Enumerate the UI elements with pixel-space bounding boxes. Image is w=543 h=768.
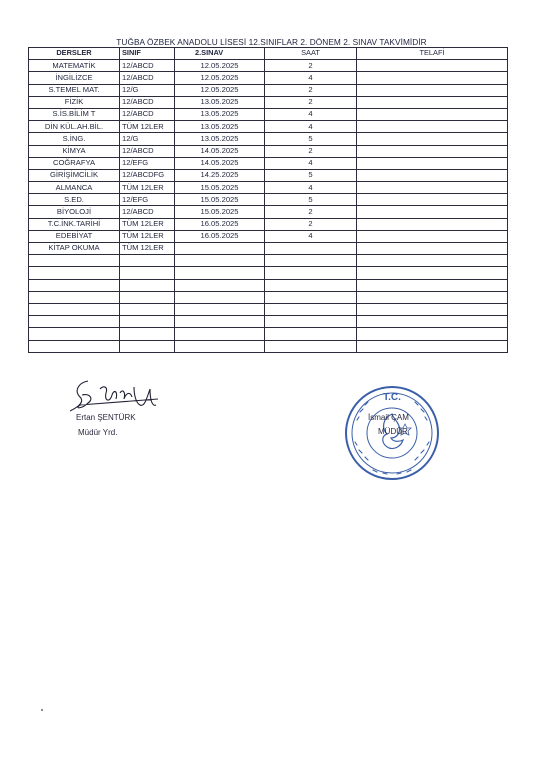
cell-sinif: 12/ABCD [120,72,175,84]
cell-sinav-tarihi: 12.05.2025 [175,84,265,96]
cell-telafi [357,279,508,291]
cell-sinav-tarihi: 13.05.2025 [175,96,265,108]
cell-sinif [120,267,175,279]
cell-sinav-tarihi: 13.05.2025 [175,121,265,133]
cell-telafi [357,218,508,230]
cell-ders [29,340,120,352]
cell-ders [29,328,120,340]
table-row [29,303,508,315]
header-2-sinav: 2.SINAV [175,48,265,60]
cell-sinif [120,279,175,291]
cell-telafi [357,255,508,267]
cell-saat: 5 [265,169,357,181]
cell-saat: 2 [265,60,357,72]
cell-sinav-tarihi: 15.05.2025 [175,206,265,218]
header-telafi: TELAFİ [357,48,508,60]
table-row [29,157,508,169]
cell-telafi [357,60,508,72]
cell-telafi [357,303,508,315]
cell-telafi [357,230,508,242]
cell-sinif [120,340,175,352]
cell-sinif: 12/ABCD [120,145,175,157]
cell-sinav-tarihi: 12.05.2025 [175,72,265,84]
cell-saat: 4 [265,230,357,242]
cell-sinif: 12/ABCDFG [120,169,175,181]
cell-sinav-tarihi [175,243,265,255]
table-row [29,84,508,96]
cell-sinif [120,291,175,303]
header-dersler: DERSLER [29,48,120,60]
cell-ders [29,279,120,291]
table-row [29,255,508,267]
cell-ders [29,267,120,279]
cell-saat: 4 [265,72,357,84]
cell-sinif: 12/ABCD [120,108,175,120]
cell-sinav-tarihi [175,267,265,279]
table-row [29,121,508,133]
table-row [29,230,508,242]
cell-saat [265,303,357,315]
cell-ders: KİMYA [29,145,120,157]
cell-sinav-tarihi: 14.05.2025 [175,157,265,169]
cell-sinif [120,303,175,315]
header-sinif: SINIF [120,48,175,60]
cell-sinif [120,255,175,267]
exam-schedule-table [28,47,508,353]
cell-telafi [357,340,508,352]
cell-telafi [357,72,508,84]
cell-sinav-tarihi [175,279,265,291]
cell-telafi [357,121,508,133]
cell-saat: 5 [265,133,357,145]
cell-sinif: 12/ABCD [120,60,175,72]
cell-sinav-tarihi [175,291,265,303]
cell-telafi [357,182,508,194]
cell-sinav-tarihi [175,340,265,352]
cell-telafi [357,206,508,218]
cell-saat: 4 [265,121,357,133]
cell-ders: ALMANCA [29,182,120,194]
table-row [29,340,508,352]
cell-ders: S.İNG. [29,133,120,145]
cell-saat: 4 [265,182,357,194]
cell-sinif [120,328,175,340]
document-title: TUĞBA ÖZBEK ANADOLU LİSESİ 12.SINIFLAR 2. DÖNEM 2. SINAV TAKVİMİDİR [116,37,427,47]
header-saat: SAAT [265,48,357,60]
cell-sinav-tarihi: 16.05.2025 [175,218,265,230]
cell-sinif: TÜM 12LER [120,218,175,230]
signatory-left-role: Müdür Yrd. [78,428,118,437]
cell-saat: 2 [265,206,357,218]
cell-telafi [357,316,508,328]
cell-saat [265,255,357,267]
cell-sinav-tarihi [175,255,265,267]
cell-telafi [357,328,508,340]
cell-telafi [357,243,508,255]
cell-sinif: 12/ABCD [120,206,175,218]
cell-sinav-tarihi [175,316,265,328]
table-row [29,218,508,230]
cell-telafi [357,194,508,206]
cell-sinif: 12/EFG [120,194,175,206]
cell-saat: 4 [265,108,357,120]
seal-top-text: T.C. [383,392,401,403]
cell-ders [29,303,120,315]
cell-ders [29,291,120,303]
table-row [29,316,508,328]
cell-saat: 4 [265,157,357,169]
table-row [29,96,508,108]
table-row [29,267,508,279]
cell-sinav-tarihi: 15.05.2025 [175,194,265,206]
table-row [29,206,508,218]
cell-ders: KİTAP OKUMA [29,243,120,255]
table-row [29,145,508,157]
signatory-right-role: MÜDÜR [378,427,408,436]
cell-sinif [120,316,175,328]
cell-ders: EDEBİYAT [29,230,120,242]
cell-ders: GİRİŞİMCİLİK [29,169,120,181]
cell-sinif: 12/G [120,84,175,96]
cell-sinav-tarihi: 13.05.2025 [175,108,265,120]
cell-ders: S.TEMEL MAT. [29,84,120,96]
table-row [29,328,508,340]
cell-ders: DİN KÜL.AH.BİL. [29,121,120,133]
table-row [29,194,508,206]
cell-saat [265,291,357,303]
cell-saat [265,243,357,255]
signatory-left-name: Ertan ŞENTÜRK [76,413,136,422]
cell-ders: T.C.İNK.TARİHİ [29,218,120,230]
cell-ders: FİZİK [29,96,120,108]
cell-sinif: 12/EFG [120,157,175,169]
cell-sinif: TÜM 12LER [120,182,175,194]
cell-sinav-tarihi [175,303,265,315]
table-row [29,182,508,194]
cell-saat [265,316,357,328]
table-row [29,279,508,291]
scan-speck [41,709,43,711]
cell-ders: S.İS.BİLİM T [29,108,120,120]
table-row [29,169,508,181]
cell-saat: 2 [265,96,357,108]
cell-sinav-tarihi: 16.05.2025 [175,230,265,242]
cell-ders [29,316,120,328]
cell-ders: İNGİLİZCE [29,72,120,84]
cell-saat: 2 [265,145,357,157]
cell-sinav-tarihi [175,328,265,340]
signatory-right-name: İsmail ÇAM [368,413,409,422]
cell-saat: 2 [265,218,357,230]
cell-sinif: 12/ABCD [120,96,175,108]
cell-saat [265,340,357,352]
cell-sinif: TÜM 12LER [120,243,175,255]
cell-sinav-tarihi: 13.05.2025 [175,133,265,145]
cell-saat [265,267,357,279]
cell-saat: 2 [265,84,357,96]
cell-ders: S.ED. [29,194,120,206]
cell-telafi [357,108,508,120]
cell-telafi [357,145,508,157]
table-header-row [29,48,508,60]
cell-sinav-tarihi: 12.05.2025 [175,60,265,72]
cell-saat: 5 [265,194,357,206]
cell-ders: BİYOLOJİ [29,206,120,218]
table-row [29,108,508,120]
cell-sinav-tarihi: 15.05.2025 [175,182,265,194]
cell-telafi [357,84,508,96]
table-row [29,243,508,255]
cell-sinav-tarihi: 14.05.2025 [175,145,265,157]
cell-telafi [357,169,508,181]
cell-sinif: 12/G [120,133,175,145]
cell-saat [265,279,357,291]
table-row [29,72,508,84]
table-row [29,60,508,72]
cell-sinif: TÜM 12LER [120,230,175,242]
cell-telafi [357,133,508,145]
table-row [29,291,508,303]
cell-telafi [357,96,508,108]
cell-sinif: TÜM 12LER [120,121,175,133]
cell-ders: COĞRAFYA [29,157,120,169]
cell-sinav-tarihi: 14.25.2025 [175,169,265,181]
cell-telafi [357,267,508,279]
cell-telafi [357,291,508,303]
cell-ders: MATEMATİK [29,60,120,72]
cell-ders [29,255,120,267]
cell-saat [265,328,357,340]
cell-telafi [357,157,508,169]
table-row [29,133,508,145]
